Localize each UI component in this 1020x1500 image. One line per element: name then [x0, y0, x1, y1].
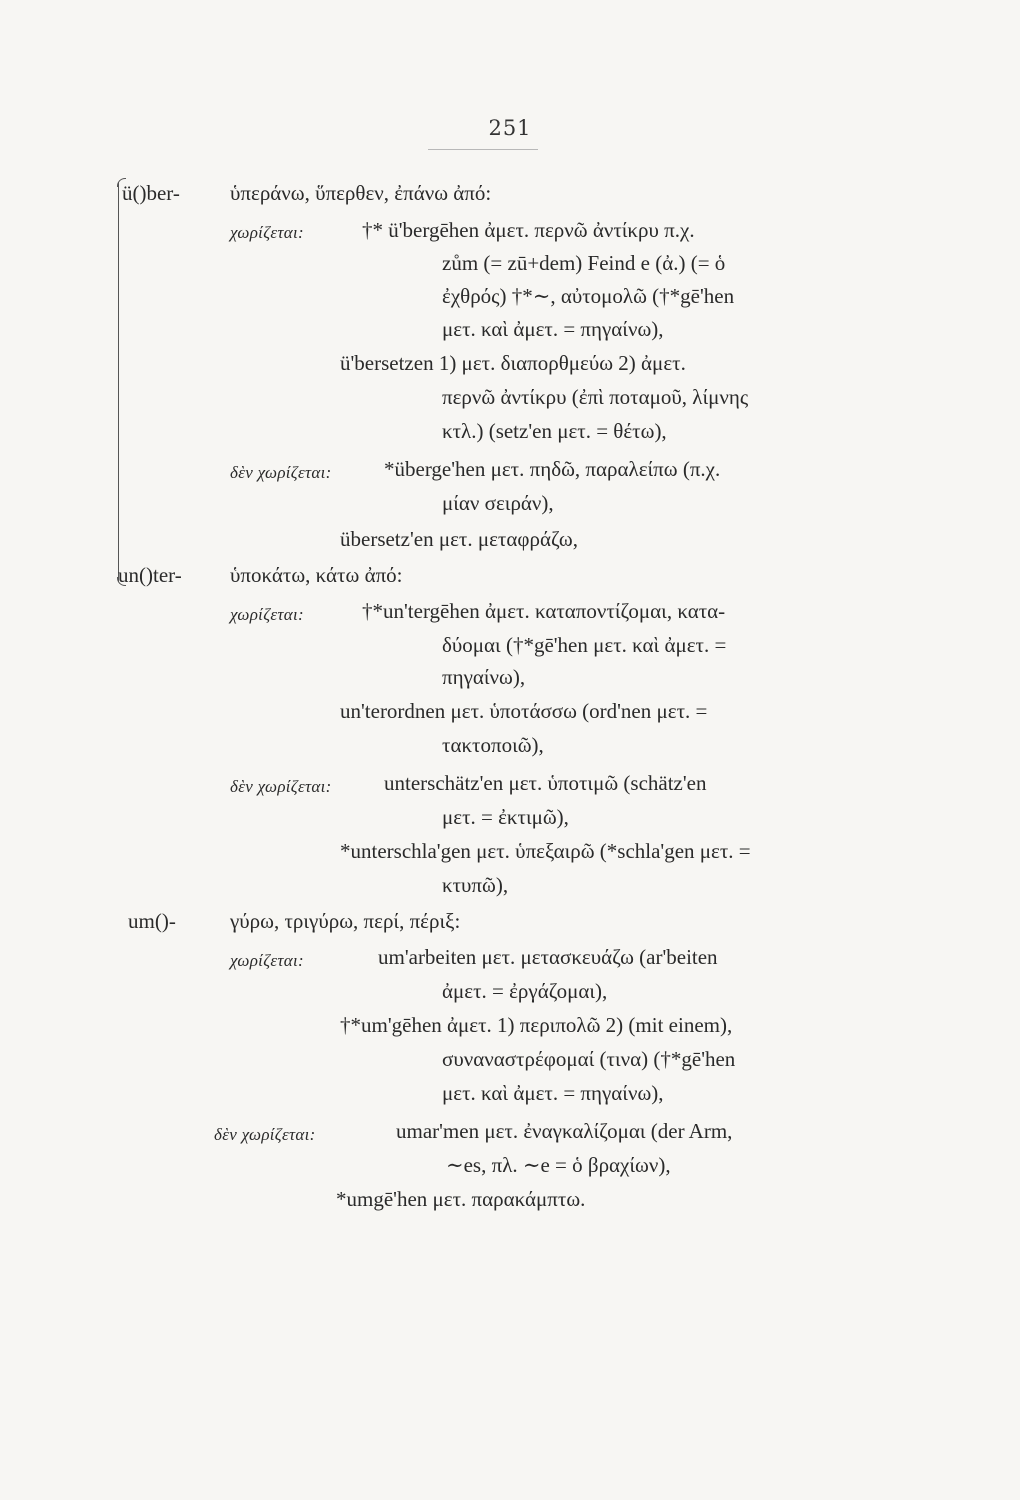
entry-line: ∼es, πλ. ∼e = ὁ βραχίων),: [446, 1153, 671, 1177]
prefix-unter: un()ter-: [118, 563, 182, 587]
inseparable-label: δὲν χωρίζεται:: [214, 1125, 316, 1144]
separable-label: χωρίζεται:: [230, 605, 304, 624]
inseparable-label: δὲν χωρίζεται:: [230, 463, 332, 482]
entry-line: um'arbeiten μετ. μετασκευάζω (ar'beiten: [378, 945, 718, 969]
entry-line: περνῶ ἀντίκρυ (ἐπὶ ποταμοῦ, λίμνης: [442, 385, 749, 409]
entry-line: *unterschla'gen μετ. ὑπεξαιρῶ (*schla'gen μετ. =: [340, 839, 751, 863]
definition-line: ὑποκάτω, κάτω ἀπό:: [230, 563, 403, 587]
entry-line: *umgē'hen μετ. παρακάμπτω.: [336, 1187, 586, 1211]
entry-line: ἐχθρός) †*∼, αὐτομολῶ (†*gē'hen: [442, 284, 735, 308]
entry-line: πηγαίνω),: [442, 665, 526, 689]
bracket-line: [118, 182, 127, 582]
separable-label: χωρίζεται:: [230, 951, 304, 970]
entry-line: συναναστρέφομαί (τινα) (†*gē'hen: [442, 1047, 736, 1071]
entry-line: †* ü'bergēhen ἀμετ. περνῶ ἀντίκρυ π.χ.: [362, 218, 695, 242]
entry-line: umar'men μετ. ἐναγκαλίζομαι (der Arm,: [396, 1119, 733, 1143]
definition-line: ὑπεράνω, ὕπερθεν, ἐπάνω ἀπό:: [230, 181, 492, 205]
page-number: 251: [488, 116, 532, 140]
entry-line: †*un'tergēhen ἀμετ. καταποντίζομαι, κατα-: [362, 599, 726, 623]
entry-line: ἀμετ. = ἐργάζομαι),: [442, 979, 608, 1003]
inseparable-label: δὲν χωρίζεται:: [230, 777, 332, 796]
entry-line: unterschätz'en μετ. ὑποτιμῶ (schätz'en: [384, 771, 707, 795]
entry-line: un'terordnen μετ. ὑποτάσσω (ord'nen μετ. =: [340, 699, 708, 723]
entry-line: *überge'hen μετ. πηδῶ, παραλείπω (π.χ.: [384, 457, 721, 481]
entry-line: κτυπῶ),: [442, 873, 509, 897]
header-rule: [428, 149, 538, 150]
entry-line: κτλ.) (setz'en μετ. = θέτω),: [442, 419, 667, 443]
separable-label: χωρίζεται:: [230, 223, 304, 242]
prefix-um: um()-: [128, 909, 176, 933]
entry-line: μίαν σειράν),: [442, 491, 554, 515]
definition-line: γύρω, τριγύρω, περί, πέριξ:: [230, 909, 461, 933]
entry-line: δύομαι (†*gē'hen μετ. καὶ ἀμετ. =: [442, 633, 727, 657]
entry-line: μετ. καὶ ἀμετ. = πηγαίνω),: [442, 1081, 664, 1105]
prefix-ueber: ü()ber-: [122, 181, 180, 205]
entry-line: zům (= zū+dem) Feind e (ἀ.) (= ὁ: [442, 251, 726, 275]
entry-line: übersetz'en μετ. μεταφράζω,: [340, 527, 578, 551]
entry-line: μετ. = ἐκτιμῶ),: [442, 805, 569, 829]
entry-line: μετ. καὶ ἀμετ. = πηγαίνω),: [442, 317, 664, 341]
entry-line: ü'bersetzen 1) μετ. διαπορθμεύω 2) ἀμετ.: [340, 351, 686, 375]
entry-line: †*um'gēhen ἀμετ. 1) περιπολῶ 2) (mit einem),: [340, 1013, 733, 1037]
entry-line: τακτοποιῶ),: [442, 733, 544, 757]
